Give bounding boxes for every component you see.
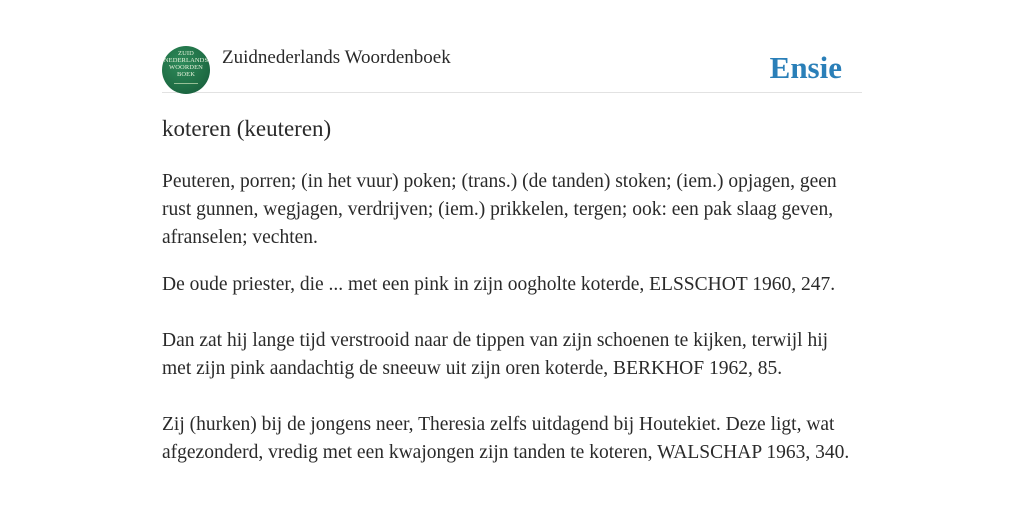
site-header [162, 46, 862, 93]
entry-content [162, 168, 862, 495]
example-quote: Dan zat hij lange tijd verstrooid naar de tippen van zijn schoenen te kijken, terwijl hij met zijn pink aandachtig de sneeuw uit zijn oren koterde, BERKHOF 1962, 85. [162, 330, 829, 379]
ensie-logo-link[interactable]: Ensie [769, 50, 842, 85]
dictionary-name[interactable]: Zuidnederlands Woordenboek [222, 47, 451, 68]
logo-lettering: ZUID NEDERLANDS WOORDEN BOEK [163, 50, 209, 78]
example-quote: Zij (hurken) bij de jongens neer, Theresia zelfs uitdagend bij Houtekiet. Deze ligt, wat afgezonderd, vredig met een kwajongen zijn tanden te koteren, WALSCHAP 1963, 340. [162, 414, 850, 463]
dictionary-logo[interactable] [162, 46, 210, 94]
entry-definition: Peuteren, porren; (in het vuur) poken; (trans.) (de tanden) stoken; (iem.) opjagen, geen rust gunnen, wegjagen, verdrijven; (iem.) prikkelen, tergen; ook: een pak slaag geven, afranselen; vechten. [162, 171, 837, 248]
entry-title: koteren (keuteren) [162, 116, 332, 141]
logo-rule [174, 83, 198, 84]
example-quote: De oude priester, die ... met een pink in zijn oogholte koterde, ELSSCHOT 1960, 247. [162, 274, 836, 295]
